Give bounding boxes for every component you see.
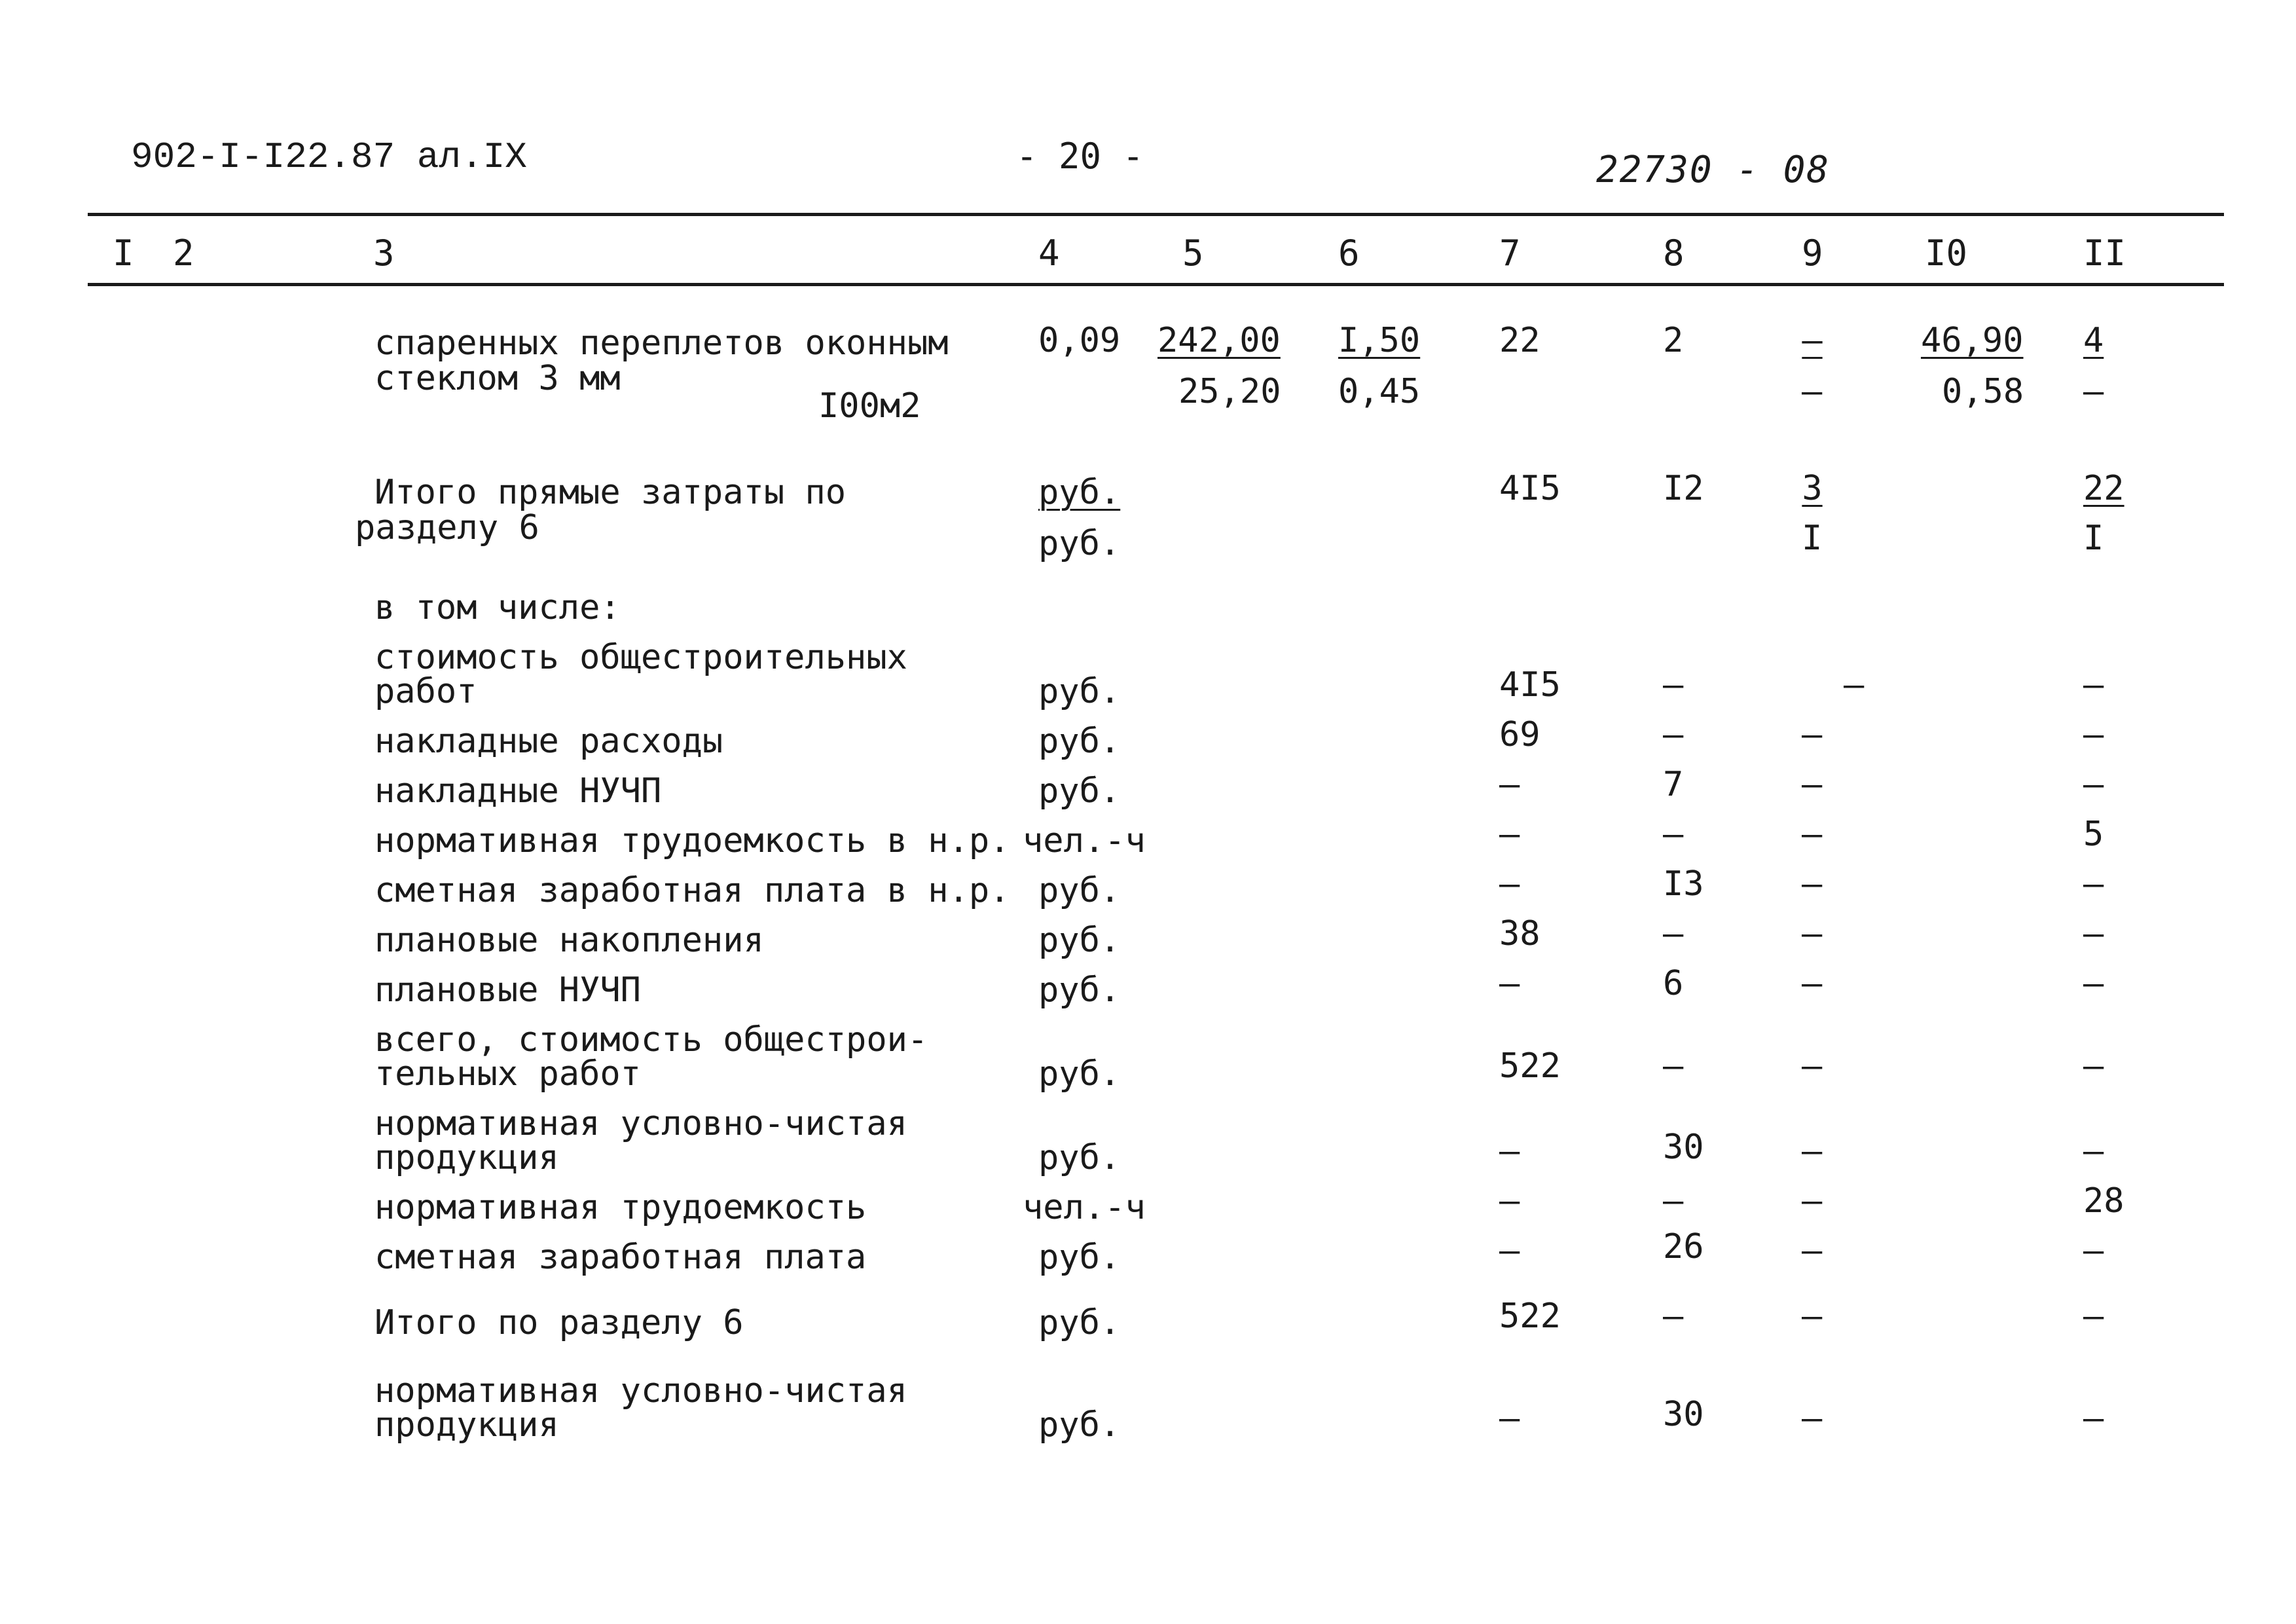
list-item-col7: 38 bbox=[1499, 914, 1540, 953]
list-item-col11: – bbox=[2083, 964, 2104, 1003]
column-number: 8 bbox=[1663, 232, 1685, 274]
list-item-unit: руб. bbox=[1038, 672, 1121, 711]
list-item-label: накладные НУЧП bbox=[374, 771, 662, 811]
direct-costs-col8: I2 bbox=[1663, 469, 1704, 508]
list-item-col7: – bbox=[1499, 1132, 1520, 1171]
list-item-col9: – bbox=[1844, 665, 1865, 705]
section-total-label: Итого по разделу 6 bbox=[374, 1303, 744, 1342]
item-col6-bottom: 0,45 bbox=[1338, 372, 1421, 411]
item-col5-top: 242,00 bbox=[1157, 321, 1281, 360]
list-item-col9: – bbox=[1802, 1046, 1823, 1086]
direct-costs-label: Итого прямые затраты по bbox=[374, 473, 847, 512]
column-number: II bbox=[2083, 232, 2126, 274]
list-item-label: нормативная условно-чистая bbox=[374, 1371, 907, 1411]
list-item-col8: – bbox=[1663, 815, 1684, 854]
list-item-col9: – bbox=[1802, 964, 1823, 1003]
list-item-label: сметная заработная плата в н.р. bbox=[374, 871, 1010, 910]
item-col11-bottom: – bbox=[2083, 372, 2104, 411]
list-item-label: работ bbox=[374, 672, 477, 711]
list-item-unit: руб. bbox=[1038, 722, 1121, 761]
list-item-col11: – bbox=[2083, 1132, 2104, 1171]
list-item-label: плановые накопления bbox=[374, 921, 764, 960]
direct-costs-col7: 4I5 bbox=[1499, 469, 1561, 508]
list-item-col8: 30 bbox=[1663, 1395, 1704, 1434]
list-item-col7: – bbox=[1499, 1181, 1520, 1221]
item-col10-top: 46,90 bbox=[1921, 321, 2024, 360]
list-item-col11: – bbox=[2083, 1046, 2104, 1086]
list-item-col7: 4I5 bbox=[1499, 665, 1561, 705]
direct-costs-col9-bottom: I bbox=[1802, 519, 1823, 558]
list-item-col8: – bbox=[1663, 715, 1684, 754]
item-unit: I00м2 bbox=[818, 386, 921, 426]
list-item-col9: – bbox=[1802, 1132, 1823, 1171]
item-description-line: спаренных переплетов оконным bbox=[374, 323, 949, 363]
list-item-col8: – bbox=[1663, 665, 1684, 705]
list-item-col8: 30 bbox=[1663, 1128, 1704, 1167]
list-item-label: всего, стоимость общестрои- bbox=[374, 1020, 928, 1060]
column-number: I0 bbox=[1925, 232, 1968, 274]
item-col5-bottom: 25,20 bbox=[1178, 372, 1281, 411]
item-col7: 22 bbox=[1499, 321, 1540, 360]
list-item-col11: – bbox=[2083, 665, 2104, 705]
direct-costs-col11-bottom: I bbox=[2083, 519, 2104, 558]
list-item-col7: – bbox=[1499, 864, 1520, 904]
list-item-unit: руб. bbox=[1038, 921, 1121, 960]
list-item-col11: – bbox=[2083, 715, 2104, 754]
list-item-unit: руб. bbox=[1038, 1405, 1121, 1445]
list-item-col9: – bbox=[1802, 1297, 1823, 1336]
list-item-col11: 5 bbox=[2083, 815, 2104, 854]
list-item-unit: руб. bbox=[1038, 771, 1121, 811]
list-item-col11: – bbox=[2083, 1231, 2104, 1270]
list-item-col7: – bbox=[1499, 1399, 1520, 1438]
list-item-unit: руб. bbox=[1038, 1303, 1121, 1342]
column-number: 4 bbox=[1038, 232, 1060, 274]
list-item-unit: руб. bbox=[1038, 1138, 1121, 1177]
page-number: - 20 - bbox=[1016, 136, 1144, 177]
list-item-col7: 522 bbox=[1499, 1046, 1561, 1086]
item-col9-top: – bbox=[1802, 321, 1823, 360]
list-item-col11: – bbox=[2083, 765, 2104, 804]
document-number: 22730 - 08 bbox=[1596, 149, 1831, 191]
item-col9-bottom: – bbox=[1802, 372, 1823, 411]
list-item-col11: – bbox=[2083, 864, 2104, 904]
item-quantity: 0,09 bbox=[1038, 321, 1121, 360]
list-item-col9: – bbox=[1802, 1399, 1823, 1438]
list-item-label: тельных работ bbox=[374, 1054, 641, 1094]
list-item-col9: – bbox=[1802, 1181, 1823, 1221]
item-col10-bottom: 0,58 bbox=[1942, 372, 2024, 411]
list-item-unit: руб. bbox=[1038, 871, 1121, 910]
list-item-label: продукция bbox=[374, 1138, 559, 1177]
list-item-unit: руб. bbox=[1038, 1054, 1121, 1094]
column-number: 6 bbox=[1338, 232, 1360, 274]
list-item-col11: – bbox=[2083, 1297, 2104, 1336]
list-item-col9: – bbox=[1802, 1231, 1823, 1270]
list-item-col8: 7 bbox=[1663, 765, 1684, 804]
list-item-col11: – bbox=[2083, 914, 2104, 953]
item-col11-top: 4 bbox=[2083, 321, 2104, 360]
column-number: 7 bbox=[1499, 232, 1521, 274]
direct-costs-unit: руб. bbox=[1038, 524, 1121, 563]
list-item-unit: чел.-ч bbox=[1023, 821, 1146, 860]
list-item-col8: – bbox=[1663, 1181, 1684, 1221]
list-item-label: накладные расходы bbox=[374, 722, 723, 761]
list-item-col8: 26 bbox=[1663, 1227, 1704, 1266]
list-item-label: продукция bbox=[374, 1405, 559, 1445]
item-col6-top: I,50 bbox=[1338, 321, 1421, 360]
list-item-col9: – bbox=[1802, 914, 1823, 953]
list-item-unit: руб. bbox=[1038, 970, 1121, 1010]
list-item-col7: 69 bbox=[1499, 715, 1540, 754]
table-header-rule bbox=[88, 283, 2224, 286]
list-item-col7: – bbox=[1499, 964, 1520, 1003]
item-col8: 2 bbox=[1663, 321, 1684, 360]
direct-costs-unit: руб. bbox=[1038, 473, 1121, 512]
list-item-label: нормативная условно-чистая bbox=[374, 1104, 907, 1143]
list-item-col8: – bbox=[1663, 914, 1684, 953]
item-description-line: стеклом 3 мм bbox=[374, 359, 621, 398]
list-item-col7: 522 bbox=[1499, 1297, 1561, 1336]
column-number: 9 bbox=[1802, 232, 1823, 274]
list-item-col8: I3 bbox=[1663, 864, 1704, 904]
list-item-label: нормативная трудоемкость bbox=[374, 1188, 867, 1227]
column-number: 5 bbox=[1182, 232, 1204, 274]
list-item-label: нормативная трудоемкость в н.р. bbox=[374, 821, 1010, 860]
list-item-label: стоимость общестроительных bbox=[374, 638, 907, 677]
list-item-col8: – bbox=[1663, 1297, 1684, 1336]
list-item-col9: – bbox=[1802, 864, 1823, 904]
list-item-col9: – bbox=[1802, 715, 1823, 754]
list-item-label: сметная заработная плата bbox=[374, 1238, 867, 1277]
list-item-label: плановые НУЧП bbox=[374, 970, 641, 1010]
project-code: 902-I-I22.87 ал.IX bbox=[131, 136, 527, 178]
list-item-col7: – bbox=[1499, 1231, 1520, 1270]
list-item-col9: – bbox=[1802, 815, 1823, 854]
list-item-col8: 6 bbox=[1663, 964, 1684, 1003]
list-item-col11: – bbox=[2083, 1399, 2104, 1438]
column-number: 3 bbox=[373, 232, 395, 274]
list-item-unit: руб. bbox=[1038, 1238, 1121, 1277]
column-number: I bbox=[113, 232, 134, 274]
list-item-col7: – bbox=[1499, 815, 1520, 854]
column-number: 2 bbox=[173, 232, 194, 274]
list-item-col9: – bbox=[1802, 765, 1823, 804]
list-item-col8: – bbox=[1663, 1046, 1684, 1086]
including-label: в том числе: bbox=[374, 588, 621, 627]
direct-costs-col9-top: 3 bbox=[1802, 469, 1823, 508]
list-item-col7: – bbox=[1499, 765, 1520, 804]
list-item-unit: чел.-ч bbox=[1023, 1188, 1146, 1227]
direct-costs-label: разделу 6 bbox=[355, 508, 539, 547]
list-item-col11: 28 bbox=[2083, 1181, 2124, 1221]
direct-costs-col11-top: 22 bbox=[2083, 469, 2124, 508]
table-top-rule bbox=[88, 213, 2224, 216]
